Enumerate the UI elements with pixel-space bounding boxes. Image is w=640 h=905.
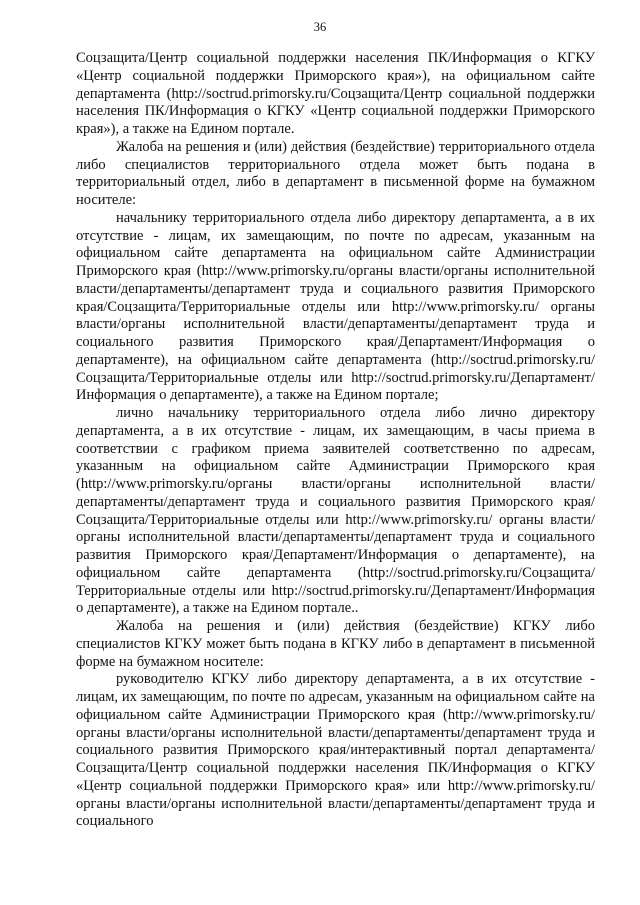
page-number: 36: [313, 20, 327, 34]
paragraph-in-person-territorial: лично начальнику территориального отдела либо лично директору департамента, а в их отсутствие - лицам, их замещающим, в часы приема в соответствии с графиком приема заявителей соответственно по адресам, указанным на официальном сайте Администрации Приморского края (http://www.primorsky.ru/органы власти/органы исполнительной власти/департаменты/департамент труда и социального развития Приморского края/Соцзащита/Территориальные отделы или http://www.primorsky.ru/ органы власти/органы исполнительной власти/департаменты/департамент труда и социального развития Приморского края/Департамент/Информация о департаменте), на официальном сайте департамента (http://soctrud.primorsky.ru/Соцзащита/Территориальные отделы или http://soctrud.primorsky.ru/Департамент/Информация о департаменте), а также на Едином портале..: [76, 405, 595, 617]
paragraph-complaint-kgku: Жалоба на решения и (или) действия (бездействие) КГКУ либо специалистов КГКУ может быть подана в КГКУ либо в департамент в письменной форме на бумажном носителе:: [76, 618, 595, 670]
paragraph-address-continuation: Соцзащита/Центр социальной поддержки населения ПК/Информация о КГКУ «Центр социальной поддержки Приморского края»), на официальном сайте департамента (http://soctrud.primorsky.ru/Соцзащита/Центр социальной поддержки населения ПК/Информация о КГКУ «Центр социальной поддержки Приморского края»), а также на Едином портале.: [76, 50, 595, 137]
paragraph-by-post-territorial: начальнику территориального отдела либо директору департамента, а в их отсутствие - лицам, их замещающим, по почте по адресам, указанным на официальном сайте департамента на официальном сайте Администрации Приморского края (http://www.primorsky.ru/органы власти/органы исполнительной власти/департаменты/департамент труда и социального развития Приморского края/Соцзащита/Территориальные отделы или http://www.primorsky.ru/ органы власти/органы исполнительной власти/департаменты/департамент труда и социального развития Приморского края/Департамент/Информация о департаменте), на официальном сайте департамента (http://soctrud.primorsky.ru/Соцзащита/Территориальные отделы или http://soctrud.primorsky.ru/Департамент/Информация о департаменте), а также на Едином портале;: [76, 209, 595, 404]
document-body: [76, 50, 595, 831]
paragraph-complaint-territorial: Жалоба на решения и (или) действия (бездействие) территориального отдела либо специалистов территориального отдела может быть подана в территориальный отдел, либо в департамент в письменной форме на бумажном носителе:: [76, 138, 595, 208]
paragraph-by-post-kgku: руководителю КГКУ либо директору департамента, а в их отсутствие - лицам, их замещающим, по почте по адресам, указанным на официальном сайте на официальном сайте Администрации Приморского края (http://www.primorsky.ru/органы власти/органы исполнительной власти/департаменты/департамент труда и социального развития Приморского края/интерактивный портал департамента/Соцзащита/Центр социальной поддержки населения ПК/Информация о КГКУ «Центр социальной поддержки Приморского края» или http://www.primorsky.ru/органы власти/органы исполнительной власти/департаменты/департамент труда и социального: [76, 671, 595, 830]
